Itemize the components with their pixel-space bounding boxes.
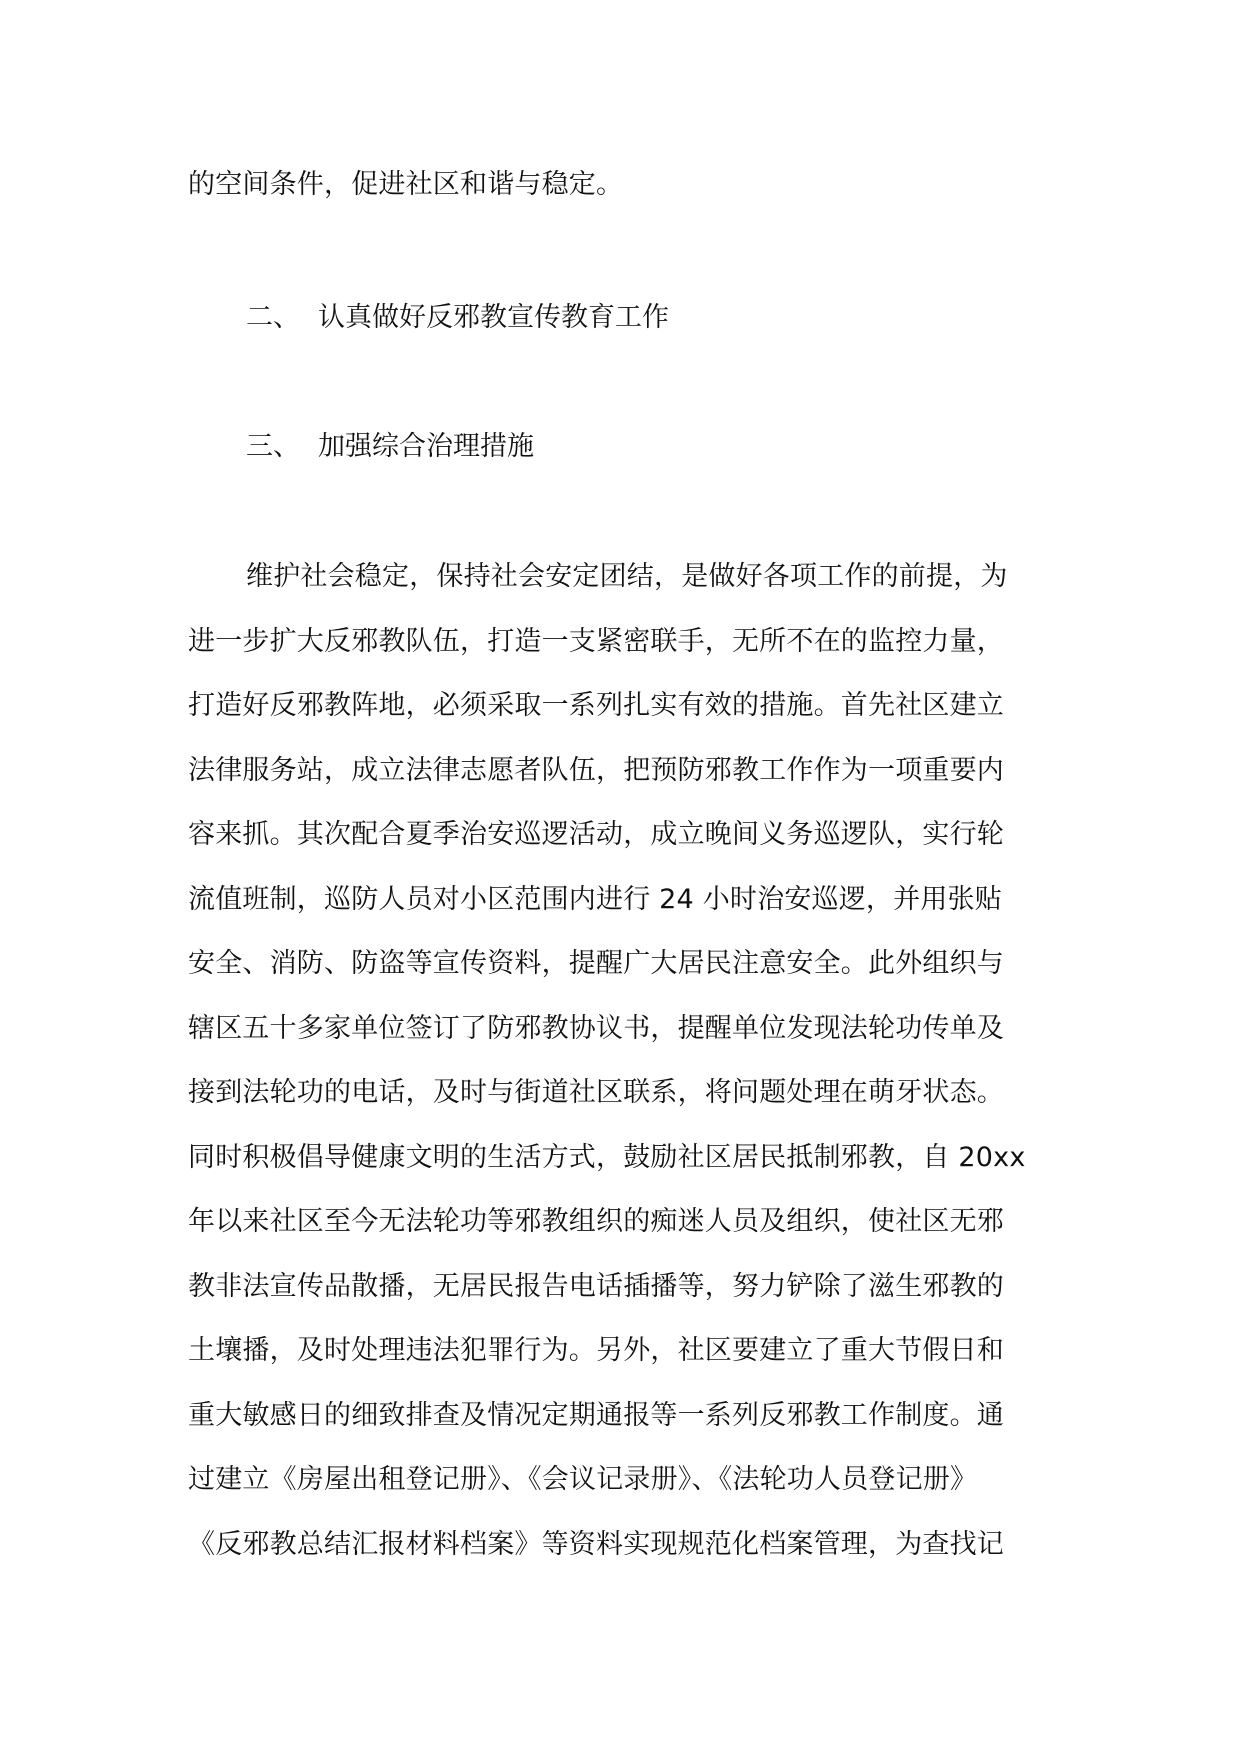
paragraph-line: 的空间条件，促进社区和谐与稳定。 (188, 169, 624, 200)
section-heading-3 (246, 427, 534, 467)
paragraph-line: 安全、消防、防盗等宣传资料，提醒广大居民注意安全。此外组织与 (188, 948, 1004, 979)
paragraph-line: 《反邪教总结汇报材料档案》等资料实现规范化档案管理，为查找记 (188, 1529, 1004, 1560)
paragraph-line: 重大敏感日的细致排查及情况定期通报等一系列反邪教工作制度。通 (188, 1400, 1004, 1431)
paragraph-line: 打造好反邪教阵地，必须采取一系列扎实有效的措施。首先社区建立 (188, 690, 1004, 721)
paragraph-line: 教非法宣传品散播，无居民报告电话插播等，努力铲除了滋生邪教的 (188, 1271, 1004, 1302)
paragraph-line: 接到法轮功的电话，及时与街道社区联系，将问题处理在萌牙状态。 (188, 1077, 1004, 1108)
section-title: 加强综合治理措施 (318, 431, 534, 462)
section-number: 三、 (246, 431, 300, 462)
paragraph-line: 进一步扩大反邪教队伍，打造一支紧密联手，无所不在的监控力量， (188, 626, 1004, 657)
paragraph-line: 辖区五十多家单位签订了防邪教协议书，提醒单位发现法轮功传单及 (188, 1013, 1004, 1044)
paragraph-line: 法律服务站，成立法律志愿者队伍，把预防邪教工作作为一项重要内 (188, 755, 1004, 786)
paragraph-line: 年以来社区至今无法轮功等邪教组织的痴迷人员及组织，使社区无邪 (188, 1206, 1004, 1237)
paragraph-line: 容来抓。其次配合夏季治安巡逻活动，成立晚间义务巡逻队，实行轮 (188, 819, 1004, 850)
paragraph-line: 同时积极倡导健康文明的生活方式，鼓励社区居民抵制邪教，自 20xx (188, 1142, 1026, 1173)
section-title: 认真做好反邪教宣传教育工作 (318, 302, 669, 333)
section-heading-2 (246, 298, 669, 338)
section-number: 二、 (246, 302, 300, 333)
paragraph-line: 流值班制，巡防人员对小区范围内进行 24 小时治安巡逻，并用张贴 (188, 884, 1002, 915)
paragraph-line: 过建立《房屋出租登记册》、《会议记录册》、《法轮功人员登记册》 (188, 1464, 978, 1495)
paragraph-line: 土壤播，及时处理违法犯罪行为。另外，社区要建立了重大节假日和 (188, 1335, 1004, 1366)
paragraph-line: 维护社会稳定，保持社会安定团结，是做好各项工作的前提，为 (246, 561, 1008, 592)
